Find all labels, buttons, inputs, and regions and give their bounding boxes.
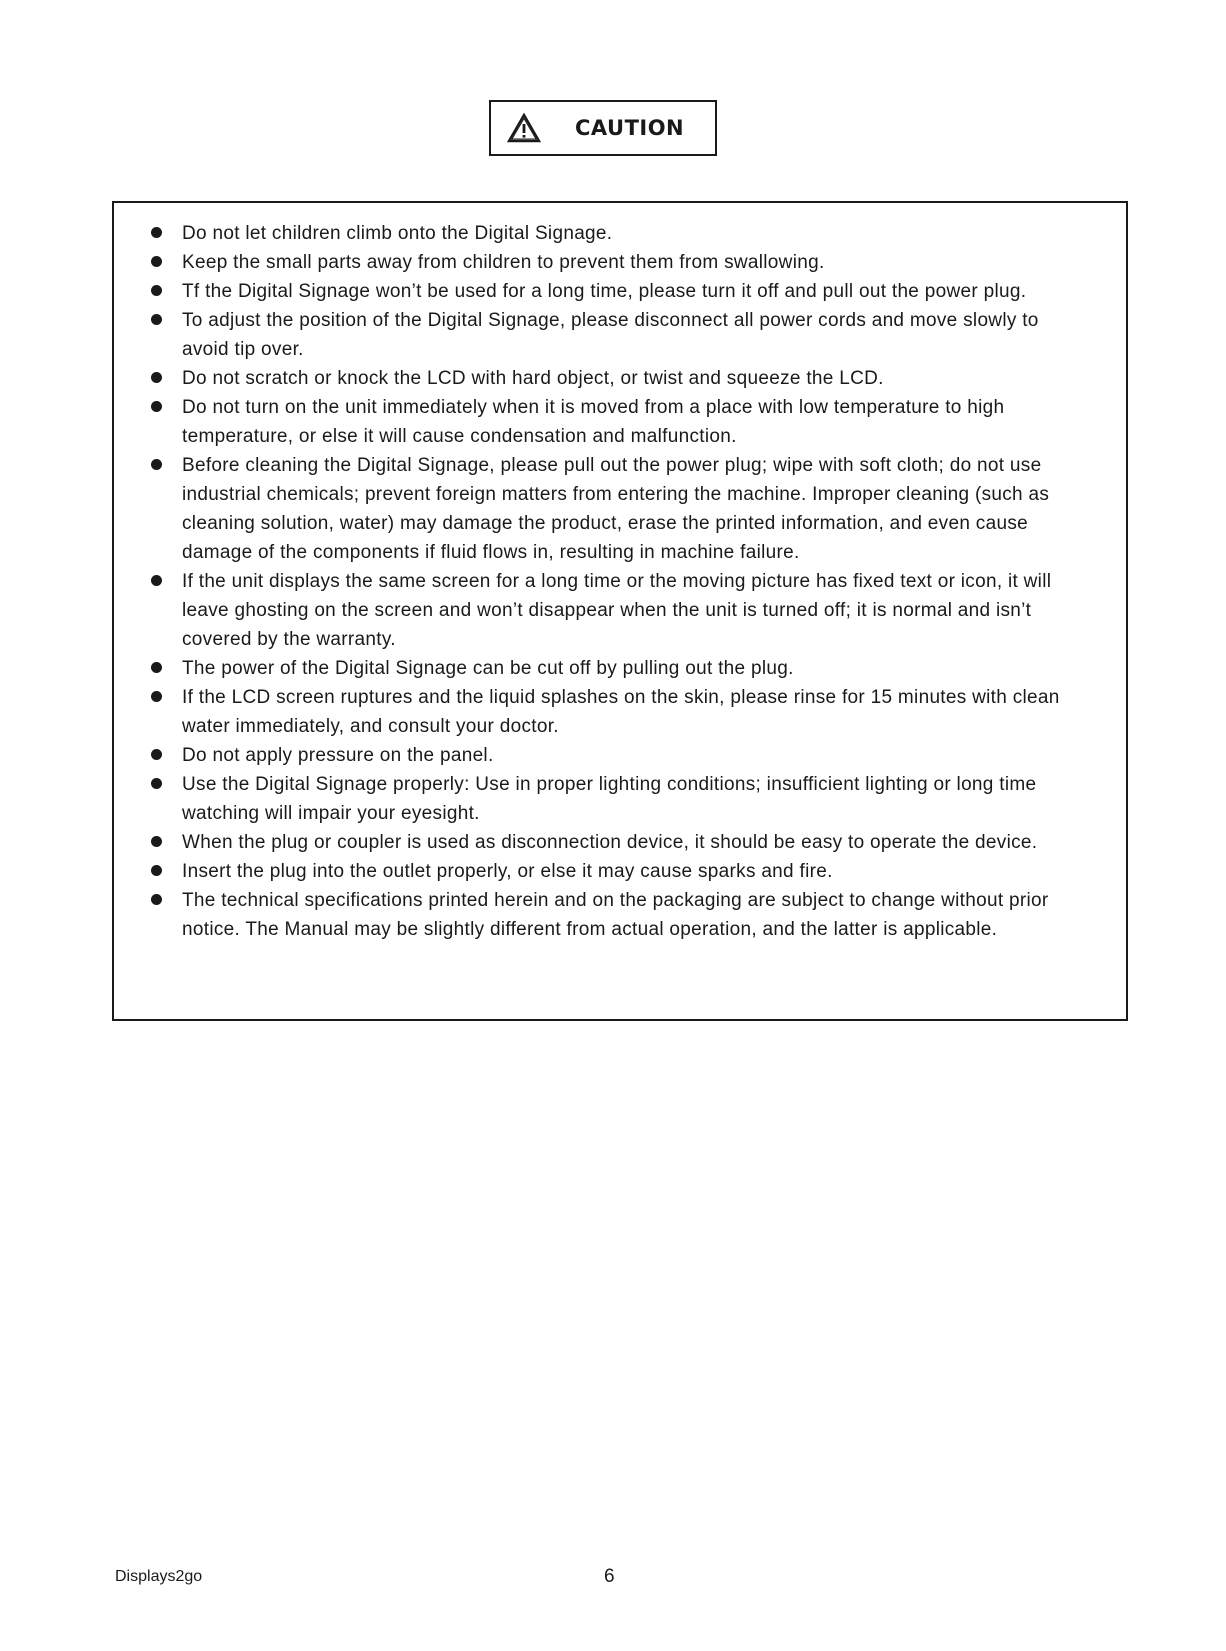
caution-header-box bbox=[489, 100, 717, 156]
caution-item-text: The power of the Digital Signage can be cut off by pulling out the plug. bbox=[182, 658, 794, 679]
bullet-icon bbox=[151, 227, 162, 238]
caution-item-text: Tf the Digital Signage won’t be used for a long time, please turn it off and pull out the power plug. bbox=[182, 281, 1027, 302]
caution-item-text: Keep the small parts away from children to prevent them from swallowing. bbox=[182, 252, 825, 273]
caution-item-text: If the unit displays the same screen for a long time or the moving picture has fixed text or icon, it will leave ghosting on the screen and won’t disappear when the unit is turned off; it is normal and isn’t covered by the warranty. bbox=[182, 571, 1052, 650]
caution-item bbox=[150, 567, 1070, 654]
caution-item-text: Do not apply pressure on the panel. bbox=[182, 745, 494, 766]
caution-item bbox=[150, 770, 1070, 828]
bullet-icon bbox=[151, 894, 162, 905]
bullet-icon bbox=[151, 836, 162, 847]
caution-item bbox=[150, 306, 1070, 364]
bullet-icon bbox=[151, 749, 162, 760]
caution-item bbox=[150, 393, 1070, 451]
caution-notice-box bbox=[112, 201, 1128, 1021]
caution-item-text: Do not scratch or knock the LCD with hard object, or twist and squeeze the LCD. bbox=[182, 368, 884, 389]
caution-item bbox=[150, 248, 1070, 277]
bullet-icon bbox=[151, 778, 162, 789]
bullet-icon bbox=[151, 314, 162, 325]
caution-item bbox=[150, 857, 1070, 886]
caution-item-text: To adjust the position of the Digital Signage, please disconnect all power cords and move slowly to avoid tip over. bbox=[182, 310, 1039, 360]
bullet-icon bbox=[151, 459, 162, 470]
warning-triangle-icon bbox=[507, 112, 541, 144]
caution-item bbox=[150, 219, 1070, 248]
caution-item-text: Use the Digital Signage properly: Use in proper lighting conditions; insufficient lighting or long time watching will impair your eyesight. bbox=[182, 774, 1037, 824]
bullet-icon bbox=[151, 256, 162, 267]
caution-item bbox=[150, 683, 1070, 741]
caution-item-text: Do not turn on the unit immediately when it is moved from a place with low temperature to high temperature, or else it will cause condensation and malfunction. bbox=[182, 397, 1005, 447]
bullet-icon bbox=[151, 662, 162, 673]
caution-list bbox=[150, 219, 1070, 944]
bullet-icon bbox=[151, 691, 162, 702]
caution-item-text: Do not let children climb onto the Digital Signage. bbox=[182, 223, 613, 244]
caution-item-text: Before cleaning the Digital Signage, please pull out the power plug; wipe with soft cloth; do not use industrial chemicals; prevent foreign matters from entering the machine. Improper cleaning (such as cleaning solution, water) may damage the product, erase the printed information, and even cause damage of the components if fluid flows in, resulting in machine failure. bbox=[182, 455, 1050, 563]
bullet-icon bbox=[151, 401, 162, 412]
bullet-icon bbox=[151, 865, 162, 876]
caution-item bbox=[150, 654, 1070, 683]
caution-item bbox=[150, 741, 1070, 770]
caution-item-text: If the LCD screen ruptures and the liquid splashes on the skin, please rinse for 15 minutes with clean water immediately, and consult your doctor. bbox=[182, 687, 1060, 737]
caution-title: CAUTION bbox=[575, 116, 685, 140]
caution-item bbox=[150, 277, 1070, 306]
caution-item bbox=[150, 364, 1070, 393]
caution-item bbox=[150, 886, 1070, 944]
bullet-icon bbox=[151, 285, 162, 296]
bullet-icon bbox=[151, 372, 162, 383]
page-number: 6 bbox=[604, 1566, 615, 1587]
caution-item-text: When the plug or coupler is used as disconnection device, it should be easy to operate the device. bbox=[182, 832, 1038, 853]
caution-item bbox=[150, 451, 1070, 567]
caution-item-text: The technical specifications printed herein and on the packaging are subject to change without prior notice. The Manual may be slightly different from actual operation, and the latter is applicable. bbox=[182, 890, 1049, 940]
caution-item-text: Insert the plug into the outlet properly, or else it may cause sparks and fire. bbox=[182, 861, 833, 882]
footer-brand: Displays2go bbox=[115, 1568, 203, 1585]
caution-item bbox=[150, 828, 1070, 857]
bullet-icon bbox=[151, 575, 162, 586]
